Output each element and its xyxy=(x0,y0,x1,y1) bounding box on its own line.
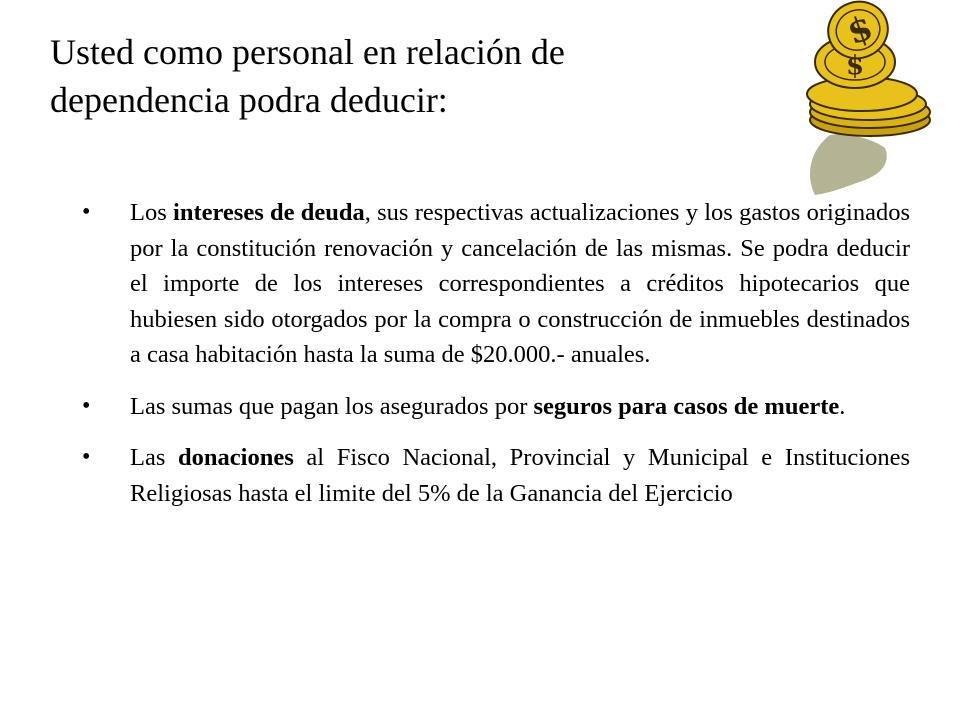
bullet-list xyxy=(80,195,910,527)
bullet-bold-term: donaciones xyxy=(178,444,294,471)
bullet-text: . xyxy=(839,392,846,420)
bullet-text: al Fisco Nacional, Provincial y Municipal e Instituciones Religiosas hasta el limite del 5% de la Ganancia del Ejercicio xyxy=(130,444,911,507)
title-line-2: dependencia podra deducir: xyxy=(50,80,448,120)
bullet-text: Las sumas que pagan los asegurados por xyxy=(130,392,534,420)
title-line-1: Usted como personal en relación de xyxy=(50,32,565,72)
bullet-bold-term: intereses de deuda xyxy=(173,199,365,226)
bullet-marker: • xyxy=(82,444,91,470)
bullet-item-seguros xyxy=(80,389,910,425)
dollar-sign: $ xyxy=(846,51,865,81)
dollar-sign: $ xyxy=(842,7,879,54)
bullet-item-intereses xyxy=(80,195,910,373)
slide-title xyxy=(50,28,750,124)
gold-coin-stack-icon xyxy=(790,0,940,200)
bullet-marker: • xyxy=(82,392,91,419)
bullet-text: Las xyxy=(130,444,179,471)
bullet-bold-term: seguros para casos de muerte xyxy=(533,392,840,420)
coin-shadow xyxy=(810,134,887,195)
bullet-text: Los xyxy=(130,199,174,226)
bullet-text: , sus respectivas actualizaciones y los gastos originados por la constitución renovación y cancelación de las mismas. Se podra deducir el importe de los intereses correspondientes a créditos hipotecarios que hubiesen sido otorgados por la compra o construcción de inmuebles destinados a casa habitación hasta la suma de $20.000.- anuales. xyxy=(130,199,911,368)
bullet-marker: • xyxy=(82,199,91,225)
bullet-item-donaciones xyxy=(80,440,910,511)
